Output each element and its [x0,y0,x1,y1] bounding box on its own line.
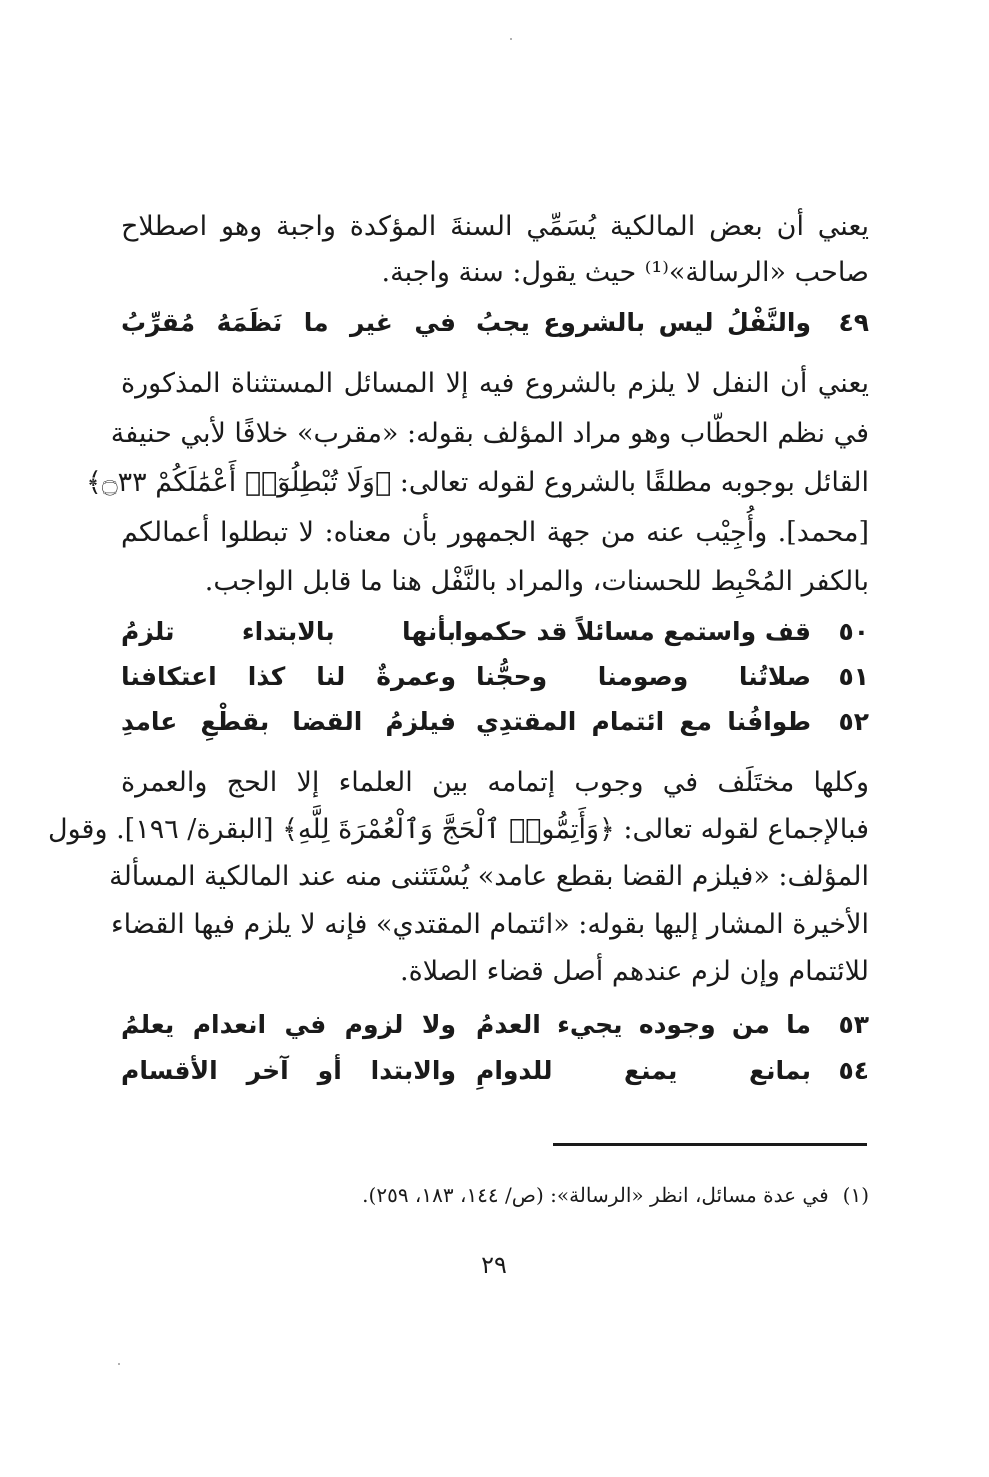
footnote-marker: (١) [842,1183,869,1207]
verse-second-hemistich: بأنها بالابتداء تلزمُ [121,617,456,646]
scan-speck [118,1363,120,1365]
verse-number: ٥٠ [838,617,869,646]
verse-54 [121,1051,869,1091]
text-line: [محمد]. وأُجِيْب عنه من جهة الجمهور بأن معناه: لا تبطلوا أعمالكم [121,517,869,548]
verse-first-hemistich: قف واستمع مسائلاً قد حكموا [454,617,811,646]
text-line: صاحب «الرسالة»⁽¹⁾ حيث يقول: سنة واجبة. [381,257,869,288]
text-line: الأخيرة المشار إليها بقوله: «ائتمام المقتدي» فإنه لا يلزم فيها القضاء [110,909,869,940]
verse-53 [121,1005,869,1045]
verse-second-hemistich: وعمرةٌ لنا كذا اعتكافنا [121,662,456,691]
text-line: القائل بوجوبه مطلقًا بالشروع لقوله تعالى: ﴿وَلَا تُبْطِلُوٓا۟ أَعْمَٰلَكُمْ ۝٣٣﴾ [85,467,869,498]
text-line: بالكفر المُحْبِط للحسنات، والمراد بالنَّفْل هنا ما قابل الواجب. [204,566,869,597]
verse-second-hemistich: ولا لزوم في انعدام يعلمُ [121,1010,456,1039]
verse-number: ٥١ [838,662,869,691]
verse-number: ٥٤ [838,1056,869,1085]
verse-number: ٥٢ [838,707,869,736]
footnote-separator [553,1143,867,1146]
page-number: ٢٩ [481,1251,507,1279]
verse-49 [121,303,869,343]
verse-first-hemistich: طوافُنا مع ائتمام المقتدِي [476,707,811,736]
text-line: فبالإجماع لقوله تعالى: ﴿وَأَتِمُّوا۟ ٱلْحَجَّ وَٱلْعُمْرَةَ لِلَّهِ﴾ [البقرة/ ١٩٦]. وقول [47,814,869,845]
verse-second-hemistich: في غير ما نَظَمَهُ مُقرِّبُ [121,308,456,337]
text-line: للائتمام وإن لزم عندهم أصل قضاء الصلاة. [400,956,869,987]
footnote-text: في عدة مسائل، انظر «الرسالة»: (ص/ ١٤٤، ١٨٣، ٢٥٩). [362,1183,829,1207]
verse-first-hemistich: ما من وجوده يجيء العدمُ [476,1010,811,1039]
verse-number: ٤٩ [838,308,869,337]
text-line: المؤلف: «فيلزم القضا بقطع عامد» يُسْتَثنى منه عند المالكية المسألة [109,861,869,892]
scan-speck [510,38,512,40]
text-line: وكلها مختَلَف في وجوب إتمامه بين العلماء إلا الحج والعمرة [121,767,869,798]
verse-50 [121,612,869,652]
verse-first-hemistich: والنَّفْلُ ليس بالشروع يجبُ [476,308,811,337]
verse-first-hemistich: بمانع يمنع للدوامِ [476,1056,811,1085]
verse-51 [121,657,869,697]
footnote [121,1180,869,1210]
verse-52 [121,702,869,742]
text-line: يعني أن النفل لا يلزم بالشروع فيه إلا المسائل المستثناة المذكورة [121,368,869,399]
verse-second-hemistich: فيلزمُ القضا بقطْعِ عامدِ [121,707,456,736]
text-line: يعني أن بعض المالكية يُسَمِّي السنةَ المؤكدة واجبة وهو اصطلاح [121,211,869,242]
verse-first-hemistich: صلاتُنا وصومنا وحجُّنا [476,662,811,691]
verse-number: ٥٣ [838,1010,869,1039]
text-line: في نظم الحطّاب وهو مراد المؤلف بقوله: «مقرب» خلافًا لأبي حنيفة [110,418,869,449]
verse-second-hemistich: والابتدا أو آخر الأقسام [121,1056,456,1085]
